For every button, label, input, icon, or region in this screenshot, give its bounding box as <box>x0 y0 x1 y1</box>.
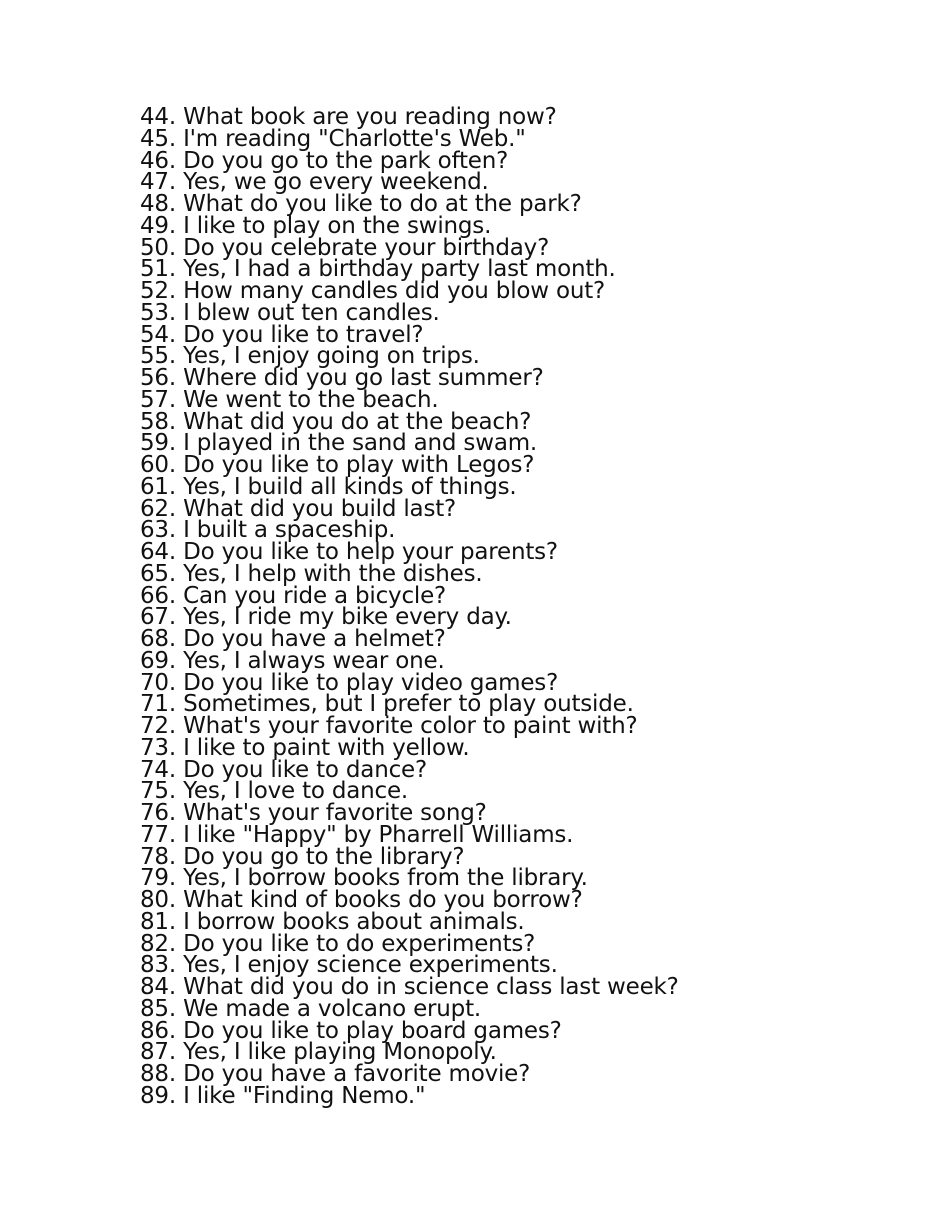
text-line: 46. Do you go to the park often? <box>140 147 509 174</box>
text-line: 59. I played in the sand and swam. <box>140 430 538 457</box>
text-line: 83. Yes, I enjoy science experiments. <box>140 952 558 979</box>
text-line: 87. Yes, I like playing Monopoly. <box>140 1039 497 1066</box>
text-line: 54. Do you like to travel? <box>140 321 424 348</box>
text-line: 89. I like "Finding Nemo." <box>140 1082 426 1109</box>
text-line: 58. What did you do at the beach? <box>140 408 532 435</box>
text-line: 88. Do you have a favorite movie? <box>140 1061 531 1087</box>
text-line: 72. What's your favorite color to paint with? <box>140 713 638 739</box>
text-line: 73. I like to paint with yellow. <box>140 734 470 761</box>
text-line: 50. Do you celebrate your birthday? <box>140 234 550 261</box>
text-line: 68. Do you have a helmet? <box>140 626 446 652</box>
text-line: 51. Yes, I had a birthday party last month. <box>140 256 616 283</box>
text-line: 55. Yes, I enjoy going on trips. <box>140 343 480 370</box>
text-line: 57. We went to the beach. <box>140 386 439 413</box>
text-line: 74. Do you like to dance? <box>140 756 427 783</box>
text-line: 70. Do you like to play video games? <box>140 669 559 696</box>
text-line: 53. I blew out ten candles. <box>140 299 440 326</box>
text-line: 82. Do you like to do experiments? <box>140 930 536 957</box>
conversation-list <box>140 104 679 1109</box>
text-line: 79. Yes, I borrow books from the library. <box>140 865 588 892</box>
text-line: 60. Do you like to play with Legos? <box>140 452 535 478</box>
text-line: 85. We made a volcano erupt. <box>140 995 481 1022</box>
text-line: 84. What did you do in science class last week? <box>140 974 679 1000</box>
text-line: 66. Can you ride a bicycle? <box>140 582 447 609</box>
text-line: 80. What kind of books do you borrow? <box>140 887 583 913</box>
text-line: 48. What do you like to do at the park? <box>140 191 582 217</box>
text-line: 86. Do you like to play board games? <box>140 1017 562 1044</box>
text-line: 45. I'm reading "Charlotte's Web." <box>140 125 526 152</box>
text-line: 56. Where did you go last summer? <box>140 365 544 391</box>
text-line: 65. Yes, I help with the dishes. <box>140 560 483 587</box>
text-line: 78. Do you go to the library? <box>140 843 465 870</box>
text-line: 47. Yes, we go every weekend. <box>140 169 489 196</box>
text-line: 76. What's your favorite song? <box>140 800 487 826</box>
text-line: 49. I like to play on the swings. <box>140 212 492 239</box>
text-line: 44. What book are you reading now? <box>140 104 557 130</box>
text-line: 75. Yes, I love to dance. <box>140 778 409 805</box>
text-line: 62. What did you build last? <box>140 495 457 522</box>
text-line: 81. I borrow books about animals. <box>140 908 525 935</box>
text-line: 61. Yes, I build all kinds of things. <box>140 473 517 500</box>
text-line: 69. Yes, I always wear one. <box>140 647 445 674</box>
text-line: 67. Yes, I ride my bike every day. <box>140 604 512 631</box>
text-line: 77. I like "Happy" by Pharrell Williams. <box>140 821 574 848</box>
text-line: 64. Do you like to help your parents? <box>140 539 558 565</box>
text-line: 63. I built a spaceship. <box>140 517 396 544</box>
text-line: 52. How many candles did you blow out? <box>140 278 606 304</box>
text-line: 71. Sometimes, but I prefer to play outside. <box>140 691 634 718</box>
